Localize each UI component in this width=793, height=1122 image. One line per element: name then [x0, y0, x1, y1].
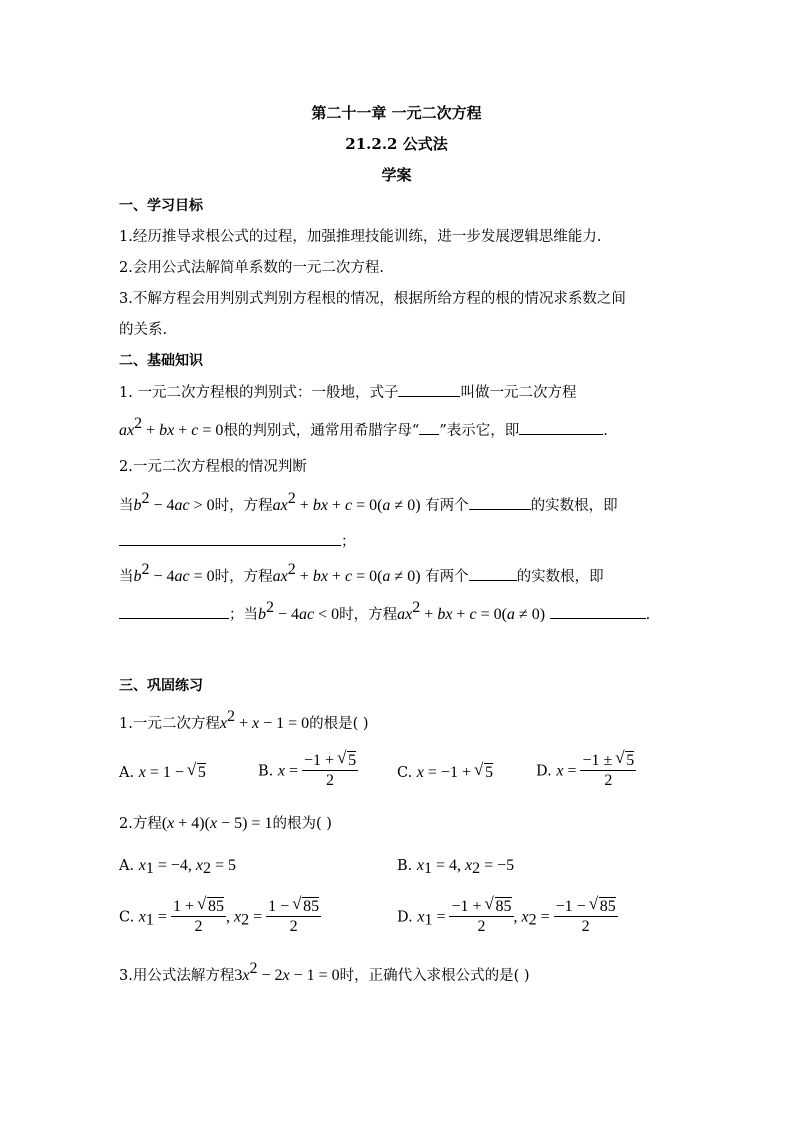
- doc-type-title: 学案: [381, 166, 412, 184]
- q2-option-c[interactable]: C. $x_1$ = $\frac{1 + √ 85}{2}$ , $x_2$ = $\frac{1 - √ 85}{2}$: [119, 898, 321, 937]
- answer-blank[interactable]: [469, 495, 531, 510]
- answer-blank[interactable]: [519, 420, 603, 435]
- practice-q2-stem: 2.方程(x + 4)(x − 5) = 1的根为( ): [119, 815, 332, 832]
- answer-blank[interactable]: [398, 382, 460, 397]
- goal-item-1: 1.经历推导求根公式的过程，加强推理技能训练，进一步发展逻辑思维能力.: [119, 229, 602, 245]
- section-heading-goals: 一、学习目标: [119, 198, 203, 214]
- answer-blank[interactable]: [550, 604, 646, 619]
- basic-q2-case2: 当$b^2 - 4ac = 0$时，方程$ax^2$ + bx + c = 0(a ≠ 0) 有两个 的实数根，即: [119, 561, 604, 585]
- chapter-title: 第二十一章 一元二次方程: [311, 104, 482, 122]
- answer-blank[interactable]: [119, 531, 341, 546]
- goal-item-3: 3.不解方程会用判别式判别方程根的情况，根据所给方程的根的情况求系数之间: [119, 291, 626, 307]
- answer-blank[interactable]: [419, 420, 439, 435]
- q1-option-d[interactable]: D. x = $\frac{-1 \pm √ 5}{2}$: [536, 752, 636, 791]
- answer-blank[interactable]: [469, 566, 517, 581]
- basic-q2-case3: ；当$b^2 - 4ac < 0$时，方程$ax^2$ + bx + c = 0(a ≠ 0) .: [119, 604, 650, 625]
- q2-option-b[interactable]: B. $x_1 = 4$, $x_2 = -5$: [397, 857, 515, 877]
- basic-q2-case1-answer: ；: [119, 531, 356, 552]
- section-title: 21.2.2 公式法: [345, 135, 448, 153]
- q1-option-c[interactable]: C. x = −1 + √ 5: [397, 763, 493, 783]
- answer-blank[interactable]: [119, 604, 229, 619]
- goal-item-3-cont: 的关系.: [119, 322, 168, 338]
- basic-q2-case1: 当$b^2 - 4ac > 0$时，方程$ax^2$ + bx + c = 0(a ≠ 0) 有两个 的实数根，即: [119, 490, 618, 514]
- section-heading-basics: 二、基础知识: [119, 353, 203, 369]
- goal-item-2: 2.会用公式法解简单系数的一元二次方程.: [119, 260, 384, 276]
- q1-option-b[interactable]: B. x = $\frac{-1 + √ 5}{2}$: [258, 752, 358, 791]
- basic-q1-line2: $ax^2$ + bx + c = 0根的判别式，通常用希腊字母“ ”表示它，即 .: [119, 415, 608, 439]
- section-heading-practice: 三、巩固练习: [119, 678, 203, 694]
- q1-option-a[interactable]: A. x = 1 − √ 5: [119, 763, 206, 783]
- q2-option-d[interactable]: D. $x_1$ = $\frac{-1 + √ 85}{2}$ , $x_2$ = $\frac{-1 - √ 85}{2}$: [397, 898, 618, 937]
- basic-q1-line1: 1. 一元二次方程根的判别式：一般地，式子 叫做一元二次方程: [119, 382, 576, 403]
- q2-option-a[interactable]: A. $x_1 = -4$, $x_2 = 5$: [119, 857, 236, 877]
- practice-q1-stem: 1.一元二次方程$x^2 + x - 1 = 0$的根是( ): [119, 708, 369, 732]
- basic-q2-title: 2.一元二次方程根的情况判断: [119, 459, 307, 475]
- practice-q3-stem: 3.用公式法解方程$3x^2 - 2x - 1 = 0$时，正确代入求根公式的是( ): [119, 960, 530, 984]
